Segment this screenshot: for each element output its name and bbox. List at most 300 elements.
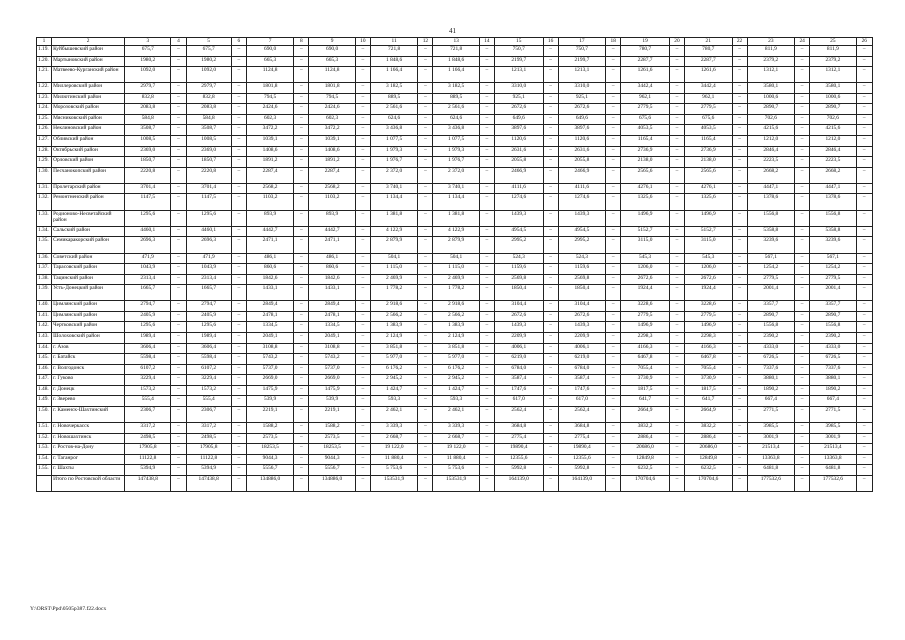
value-cell: 4276,1 — [684, 183, 732, 194]
value-cell: 1556,8 — [810, 322, 856, 333]
value-cell: 7055,4 — [684, 364, 732, 375]
value-cell: – — [669, 83, 684, 94]
value-cell: – — [294, 67, 309, 83]
value-cell: 13363,8 — [810, 454, 856, 465]
row-number-cell: 1.39. — [37, 285, 52, 301]
value-cell: – — [418, 385, 433, 396]
value-cell: 3580,1 — [747, 83, 795, 94]
table-header-row — [37, 38, 873, 46]
value-cell: – — [606, 285, 621, 301]
value-cell: – — [479, 396, 494, 407]
row-number-cell: 1.35. — [37, 237, 52, 253]
value-cell: – — [543, 83, 558, 94]
value-cell: 2775,4 — [558, 433, 606, 444]
row-number-cell: 1.43. — [37, 332, 52, 343]
value-cell: 593,3 — [433, 396, 479, 407]
value-cell: 2390,2 — [747, 332, 795, 343]
value-cell: – — [856, 56, 872, 67]
value-cell: – — [606, 422, 621, 433]
value-cell: – — [669, 67, 684, 83]
value-cell: 1165,4 — [621, 136, 670, 147]
value-cell: 134886,0 — [246, 475, 294, 491]
value-cell: 1890,2 — [747, 385, 795, 396]
value-cell: – — [606, 375, 621, 386]
value-cell: – — [479, 83, 494, 94]
value-cell: – — [418, 146, 433, 157]
row-number-cell: 1.46. — [37, 364, 52, 375]
value-cell: – — [294, 226, 309, 237]
value-cell: 2287,4 — [309, 167, 355, 183]
value-cell: – — [355, 375, 370, 386]
value-cell: 2 372,0 — [370, 167, 418, 183]
value-cell: – — [795, 167, 810, 183]
value-cell: 1 979,3 — [433, 146, 479, 157]
value-cell: – — [294, 237, 309, 253]
value-cell: – — [543, 285, 558, 301]
territory-name-cell: Морозовский район — [52, 104, 125, 115]
table-row — [37, 332, 873, 343]
value-cell: 2 945,2 — [433, 375, 479, 386]
value-cell: 1 381,8 — [433, 210, 479, 226]
value-cell: – — [231, 332, 246, 343]
value-cell: – — [795, 237, 810, 253]
value-cell: – — [231, 253, 246, 264]
value-cell: – — [294, 83, 309, 94]
value-cell: 1588,2 — [309, 422, 355, 433]
value-cell: 3108,8 — [246, 343, 294, 354]
value-cell: 3880,1 — [810, 375, 856, 386]
table-row — [37, 475, 873, 491]
value-cell: – — [171, 396, 186, 407]
value-cell: – — [543, 396, 558, 407]
column-number-cell: 20 — [669, 38, 684, 46]
value-cell: – — [669, 125, 684, 136]
table-row — [37, 375, 873, 386]
value-cell: – — [231, 364, 246, 375]
value-cell: – — [606, 194, 621, 210]
value-cell: – — [795, 67, 810, 83]
value-cell: – — [355, 210, 370, 226]
value-cell: – — [669, 146, 684, 157]
value-cell: – — [355, 194, 370, 210]
value-cell: – — [479, 67, 494, 83]
value-cell: 3701,4 — [125, 183, 171, 194]
value-cell: – — [231, 285, 246, 301]
row-number-cell: 1.50. — [37, 406, 52, 422]
value-cell: 2631,6 — [494, 146, 543, 157]
value-cell: 3508,7 — [186, 125, 231, 136]
value-cell: 5 753,6 — [370, 465, 418, 476]
value-cell: 4006,1 — [558, 343, 606, 354]
column-number-cell: 13 — [433, 38, 479, 46]
value-cell: 3684,8 — [494, 422, 543, 433]
value-cell: – — [795, 444, 810, 455]
value-cell: – — [543, 67, 558, 83]
value-cell: 2568,2 — [246, 183, 294, 194]
table-row — [37, 274, 873, 285]
value-cell: – — [355, 406, 370, 422]
value-cell: – — [732, 93, 747, 104]
value-cell: 690,0 — [246, 46, 294, 57]
value-cell: – — [856, 146, 872, 157]
value-cell: – — [795, 375, 810, 386]
value-cell: – — [795, 422, 810, 433]
value-cell: 2775,4 — [494, 433, 543, 444]
value-cell: 20686,0 — [684, 444, 732, 455]
value-cell: – — [479, 237, 494, 253]
row-number-cell: 1.32. — [37, 194, 52, 210]
value-cell: – — [732, 406, 747, 422]
value-cell: – — [606, 167, 621, 183]
value-cell: – — [355, 475, 370, 491]
value-cell: – — [543, 444, 558, 455]
value-cell: 6467,8 — [621, 354, 670, 365]
value-cell: – — [606, 136, 621, 147]
value-cell: 2 918,6 — [370, 301, 418, 312]
value-cell: 2779,5 — [621, 104, 670, 115]
value-cell: – — [171, 475, 186, 491]
value-cell: 750,7 — [494, 46, 543, 57]
value-cell: – — [355, 354, 370, 365]
value-cell: 2846,4 — [810, 146, 856, 157]
value-cell: – — [171, 444, 186, 455]
value-cell: 1573,2 — [186, 385, 231, 396]
value-cell: 1747,6 — [494, 385, 543, 396]
value-cell: – — [418, 157, 433, 168]
value-cell: 1475,9 — [309, 385, 355, 396]
value-cell: – — [732, 475, 747, 491]
value-cell: – — [606, 67, 621, 83]
territory-name-cell: г. Таганрог — [52, 454, 125, 465]
value-cell: 153531,9 — [370, 475, 418, 491]
value-cell: – — [171, 167, 186, 183]
value-cell: – — [418, 375, 433, 386]
value-cell: 3115,0 — [684, 237, 732, 253]
value-cell: 925,1 — [494, 93, 543, 104]
value-cell: 545,3 — [621, 253, 670, 264]
value-cell: 1254,2 — [810, 264, 856, 275]
value-cell: – — [543, 433, 558, 444]
value-cell: – — [355, 301, 370, 312]
value-cell: – — [795, 354, 810, 365]
value-cell: 893,9 — [246, 210, 294, 226]
value-cell: – — [606, 104, 621, 115]
value-cell: 4460,1 — [186, 226, 231, 237]
value-cell: – — [795, 332, 810, 343]
value-cell: – — [231, 444, 246, 455]
value-cell: 6219,0 — [494, 354, 543, 365]
table-row — [37, 322, 873, 333]
value-cell: 1334,5 — [309, 322, 355, 333]
value-cell: 811,9 — [810, 46, 856, 57]
table-row — [37, 114, 873, 125]
value-cell: 721,8 — [370, 46, 418, 57]
value-cell: 2779,5 — [621, 311, 670, 322]
value-cell: – — [795, 396, 810, 407]
value-cell: – — [231, 396, 246, 407]
value-cell: 2369,0 — [125, 146, 171, 157]
value-cell: 1039,1 — [246, 136, 294, 147]
value-cell: 555,4 — [125, 396, 171, 407]
value-cell: 3108,8 — [309, 343, 355, 354]
row-number-cell: 1.20. — [37, 56, 52, 67]
value-cell: – — [479, 264, 494, 275]
value-cell: 12355,6 — [558, 454, 606, 465]
value-cell: – — [171, 56, 186, 67]
value-cell: 3228,6 — [684, 301, 732, 312]
row-number-cell: 1.26. — [37, 125, 52, 136]
value-cell: – — [171, 454, 186, 465]
value-cell: – — [795, 364, 810, 375]
value-cell: 1120,6 — [558, 136, 606, 147]
value-cell: 21513,4 — [747, 444, 795, 455]
value-cell: 2 462,1 — [370, 406, 418, 422]
value-cell: – — [171, 136, 186, 147]
territory-name-cell: Куйбышевский район — [52, 46, 125, 57]
value-cell: – — [856, 444, 872, 455]
value-cell: – — [231, 354, 246, 365]
column-number-cell: 7 — [246, 38, 294, 46]
value-cell: 2573,5 — [309, 433, 355, 444]
value-cell: – — [795, 183, 810, 194]
value-cell: 486,1 — [309, 253, 355, 264]
value-cell: 1989,4 — [186, 332, 231, 343]
value-cell: 5358,8 — [747, 226, 795, 237]
value-cell: – — [171, 210, 186, 226]
value-cell: 1496,9 — [684, 322, 732, 333]
value-cell: – — [171, 274, 186, 285]
value-cell: – — [355, 157, 370, 168]
value-cell: 6 176,2 — [370, 364, 418, 375]
value-cell: 675,7 — [186, 46, 231, 57]
table-row — [37, 167, 873, 183]
value-cell: – — [418, 396, 433, 407]
value-cell: – — [479, 210, 494, 226]
value-cell: – — [732, 396, 747, 407]
column-number-cell: 10 — [355, 38, 370, 46]
value-cell: 2562,4 — [494, 406, 543, 422]
value-cell: 2565,6 — [621, 167, 670, 183]
value-cell: 1 166,4 — [370, 67, 418, 83]
value-cell: – — [355, 46, 370, 57]
value-cell: – — [171, 104, 186, 115]
value-cell: – — [543, 253, 558, 264]
value-cell: – — [294, 332, 309, 343]
value-cell: 4460,1 — [125, 226, 171, 237]
value-cell: – — [669, 454, 684, 465]
value-cell: 2049,1 — [246, 332, 294, 343]
value-cell: – — [856, 396, 872, 407]
value-cell: 2568,2 — [309, 183, 355, 194]
column-number-cell: 16 — [543, 38, 558, 46]
value-cell: – — [543, 475, 558, 491]
value-cell: – — [418, 237, 433, 253]
table-row — [37, 237, 873, 253]
table-row — [37, 56, 873, 67]
value-cell: – — [171, 157, 186, 168]
value-cell: – — [231, 114, 246, 125]
value-cell: 2313,4 — [125, 274, 171, 285]
value-cell: 889,5 — [433, 93, 479, 104]
value-cell: 832,8 — [186, 93, 231, 104]
value-cell: – — [669, 396, 684, 407]
value-cell: 2390,2 — [810, 332, 856, 343]
territory-name-cell: Советский район — [52, 253, 125, 264]
value-cell: – — [606, 274, 621, 285]
table-row — [37, 210, 873, 226]
value-cell: 1588,2 — [246, 422, 294, 433]
value-cell: – — [606, 454, 621, 465]
value-cell: 134886,0 — [309, 475, 355, 491]
row-number-cell: 1.45. — [37, 354, 52, 365]
value-cell: 504,1 — [370, 253, 418, 264]
value-cell: – — [294, 93, 309, 104]
value-cell: 1325,6 — [684, 194, 732, 210]
value-cell: 1496,9 — [684, 210, 732, 226]
value-cell: 19 122,0 — [370, 444, 418, 455]
value-cell: – — [355, 167, 370, 183]
value-cell: – — [606, 385, 621, 396]
value-cell: – — [171, 406, 186, 422]
territory-name-cell: г. Волгодонск — [52, 364, 125, 375]
value-cell: – — [418, 364, 433, 375]
value-cell: 1212,0 — [810, 136, 856, 147]
value-cell: 1092,0 — [125, 67, 171, 83]
value-cell: – — [795, 475, 810, 491]
value-cell: 675,6 — [621, 114, 670, 125]
value-cell: 3508,7 — [125, 125, 171, 136]
row-number-cell: 1.55. — [37, 465, 52, 476]
value-cell: 675,6 — [684, 114, 732, 125]
column-number-cell: 14 — [479, 38, 494, 46]
value-cell: – — [479, 136, 494, 147]
value-cell: 21513,4 — [810, 444, 856, 455]
value-cell: 1665,7 — [186, 285, 231, 301]
value-cell: – — [606, 226, 621, 237]
value-cell: – — [669, 301, 684, 312]
value-cell: – — [479, 125, 494, 136]
value-cell: – — [732, 264, 747, 275]
value-cell: 4215,6 — [810, 125, 856, 136]
value-cell: – — [231, 210, 246, 226]
value-cell: 164139,0 — [494, 475, 543, 491]
value-cell: – — [795, 56, 810, 67]
value-cell: 147438,8 — [125, 475, 171, 491]
table-row — [37, 104, 873, 115]
value-cell: 2631,6 — [558, 146, 606, 157]
value-cell: 2424,6 — [309, 104, 355, 115]
value-cell: – — [418, 354, 433, 365]
row-number-cell: 1.37. — [37, 264, 52, 275]
value-cell: 1 383,9 — [370, 322, 418, 333]
value-cell: 2 462,1 — [433, 406, 479, 422]
value-cell: – — [732, 332, 747, 343]
value-cell: – — [355, 465, 370, 476]
value-cell: – — [606, 237, 621, 253]
value-cell: – — [418, 454, 433, 465]
value-cell: 6107,2 — [125, 364, 171, 375]
value-cell: 18253,5 — [309, 444, 355, 455]
value-cell: 3310,0 — [558, 83, 606, 94]
territory-name-cell: г. Шахты — [52, 465, 125, 476]
column-number-cell: 4 — [171, 38, 186, 46]
value-cell: 1159,6 — [494, 264, 543, 275]
page-number: 41 — [449, 27, 456, 35]
value-cell: – — [231, 475, 246, 491]
value-cell: 2672,6 — [684, 274, 732, 285]
row-number-cell: 1.28. — [37, 146, 52, 157]
value-cell: 1261,6 — [621, 67, 670, 83]
territory-name-cell: Мартыновский район — [52, 56, 125, 67]
value-cell: 3897,6 — [558, 125, 606, 136]
value-cell: – — [355, 322, 370, 333]
value-cell: – — [543, 406, 558, 422]
value-cell: 1312,1 — [747, 67, 795, 83]
value-cell: 2138,0 — [621, 157, 670, 168]
value-cell: 2287,4 — [246, 167, 294, 183]
value-cell: 1 381,8 — [370, 210, 418, 226]
value-cell: 2219,1 — [246, 406, 294, 422]
value-cell: – — [171, 146, 186, 157]
value-cell: – — [294, 210, 309, 226]
value-cell: 2569,8 — [494, 274, 543, 285]
value-cell: – — [355, 396, 370, 407]
value-cell: 1159,6 — [558, 264, 606, 275]
territory-name-cell: Тацинский район — [52, 274, 125, 285]
value-cell: – — [231, 93, 246, 104]
value-cell: 2794,7 — [186, 301, 231, 312]
value-cell: – — [479, 183, 494, 194]
value-cell: 3229,4 — [125, 375, 171, 386]
value-cell: – — [606, 406, 621, 422]
value-cell: 504,1 — [433, 253, 479, 264]
value-cell: – — [856, 264, 872, 275]
table-row — [37, 93, 873, 104]
value-cell: – — [669, 385, 684, 396]
value-cell: 4276,1 — [621, 183, 670, 194]
value-cell: – — [795, 253, 810, 264]
column-number-cell: 3 — [125, 38, 171, 46]
value-cell: 1092,0 — [186, 67, 231, 83]
value-cell: 1842,6 — [309, 274, 355, 285]
value-cell: 4447,1 — [810, 183, 856, 194]
value-cell: – — [543, 274, 558, 285]
value-cell: 9044,3 — [246, 454, 294, 465]
value-cell: – — [543, 343, 558, 354]
value-cell: – — [355, 83, 370, 94]
row-number-cell: 1.54. — [37, 454, 52, 465]
value-cell: – — [795, 210, 810, 226]
value-cell: – — [479, 422, 494, 433]
value-cell: 2672,6 — [621, 274, 670, 285]
value-cell: 2849,4 — [246, 301, 294, 312]
value-cell: – — [418, 67, 433, 83]
value-cell: 5394,9 — [125, 465, 171, 476]
value-cell: 2298,3 — [684, 332, 732, 343]
value-cell: 170704,6 — [621, 475, 670, 491]
value-cell: 2664,9 — [684, 406, 732, 422]
territory-name-cell: г. Донецк — [52, 385, 125, 396]
value-cell: – — [171, 322, 186, 333]
value-cell: 11 880,4 — [370, 454, 418, 465]
value-cell: 2736,9 — [621, 146, 670, 157]
value-cell: 832,8 — [125, 93, 171, 104]
value-cell: 4 122,9 — [370, 226, 418, 237]
value-cell: – — [669, 167, 684, 183]
value-cell: 3317,2 — [186, 422, 231, 433]
value-cell: 3 436,8 — [370, 125, 418, 136]
value-cell: – — [732, 136, 747, 147]
